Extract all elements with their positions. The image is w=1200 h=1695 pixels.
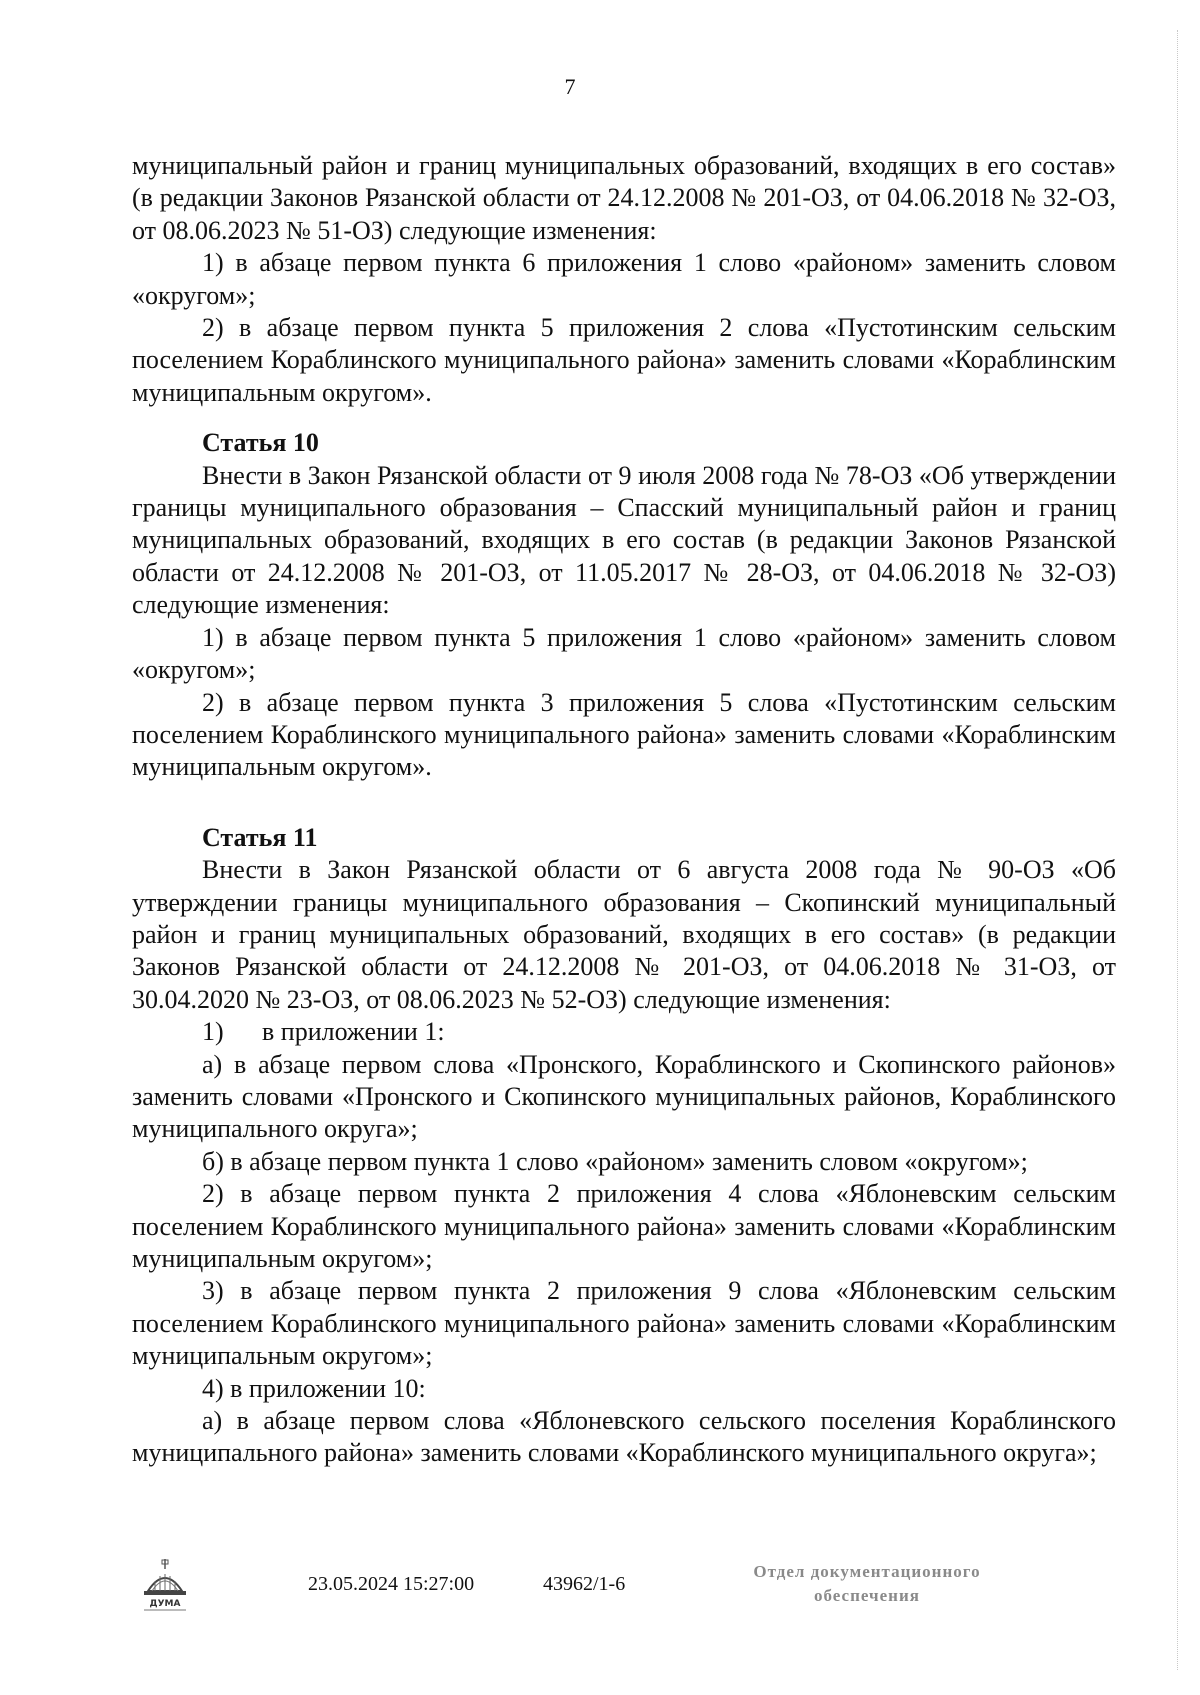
paragraph: 1) в абзаце первом пункта 5 приложения 1 слово «районом» заменить словом «округом»; bbox=[132, 622, 1116, 685]
department-stamp bbox=[722, 1560, 1012, 1608]
footer-document-id: 43962/1-6 bbox=[543, 1573, 626, 1595]
paragraph: а) в абзаце первом слова «Пронского, Кораблинского и Скопинского районов» заменить словами «Пронского и Скопинского муниципальных районов, Кораблинского муниципального округа»; bbox=[132, 1049, 1116, 1144]
paragraph: Внести в Закон Рязанской области от 6 августа 2008 года № 90-ОЗ «Об утверждении границы муниципального образования – Скопинский муниципальный район и границ муниципальных образований, входящих в его состав» (в редакции Законов Рязанской области от 24.12.2008 № 201-ОЗ, от 04.06.2018 № 31-ОЗ, от 30.04.2020 № 23-ОЗ, от 08.06.2023 № 52-ОЗ) следующие изменения: bbox=[132, 855, 1116, 1014]
document-body bbox=[132, 150, 1116, 1470]
svg-text:ДУМА: ДУМА bbox=[149, 1599, 181, 1609]
paragraph: Внести в Закон Рязанской области от 9 июля 2008 года № 78-ОЗ «Об утверждении границы муниципального образования – Спасский муниципальный район и границ муниципальных образований, входящих в его состав (в редакции Законов Рязанской области от 24.12.2008 № 201-ОЗ, от 11.05.2017 № 28-ОЗ, от 04.06.2018 № 32-ОЗ) следующие изменения: bbox=[132, 460, 1116, 620]
stamp-line: обеспечения bbox=[814, 1586, 920, 1605]
page-number: 7 bbox=[564, 74, 576, 99]
paragraph: 3) в абзаце первом пункта 2 приложения 9 слова «Яблоневским сельским поселением Кораблинского муниципального района» заменить словами «Кораблинским муниципальным округом»; bbox=[132, 1276, 1116, 1371]
paragraph: 2) в абзаце первом пункта 2 приложения 4 слова «Яблоневским сельским поселением Кораблинского муниципального района» заменить словами «Кораблинским муниципальным округом»; bbox=[132, 1179, 1116, 1273]
paragraph: 2) в абзаце первом пункта 3 приложения 5 слова «Пустотинским сельским поселением Кораблинского муниципального района» заменить словами «Кораблинским муниципальным округом». bbox=[132, 687, 1116, 782]
article-heading: Статья 11 bbox=[202, 822, 318, 852]
stamp-line: Отдел документационного bbox=[753, 1562, 981, 1581]
article-heading: Статья 10 bbox=[202, 428, 319, 458]
paragraph: а) в абзаце первом слова «Яблоневского сельского поселения Кораблинского муниципального района» заменить словами «Кораблинского муниципального округа»; bbox=[132, 1406, 1116, 1468]
paragraph: 2) в абзаце первом пункта 5 приложения 2 слова «Пустотинским сельским поселением Кораблинского муниципального района» заменить словами «Кораблинским муниципальным округом». bbox=[132, 313, 1116, 407]
paragraph: б) в абзаце первом пункта 1 слово «районом» заменить словом «округом»; bbox=[202, 1146, 1028, 1176]
list-item-number: 1) bbox=[202, 1017, 224, 1047]
paragraph: 4) в приложении 10: bbox=[202, 1373, 426, 1403]
list-item bbox=[132, 1016, 1116, 1048]
footer-datetime: 23.05.2024 15:27:00 bbox=[308, 1573, 475, 1595]
duma-emblem-icon bbox=[140, 1557, 190, 1613]
scan-edge-marks bbox=[1173, 30, 1178, 1670]
paragraph: 1) в абзаце первом пункта 6 приложения 1 слово «районом» заменить словом «округом»; bbox=[132, 248, 1116, 310]
list-item-text: в приложении 1: bbox=[262, 1017, 445, 1047]
paragraph: муниципальный район и границ муниципальных образований, входящих в его состав» (в редакции Законов Рязанской области от 24.12.2008 № 201-ОЗ, от 04.06.2018 № 32-ОЗ, от 08.06.2023 № 51-ОЗ) следующие изменения: bbox=[132, 151, 1116, 245]
